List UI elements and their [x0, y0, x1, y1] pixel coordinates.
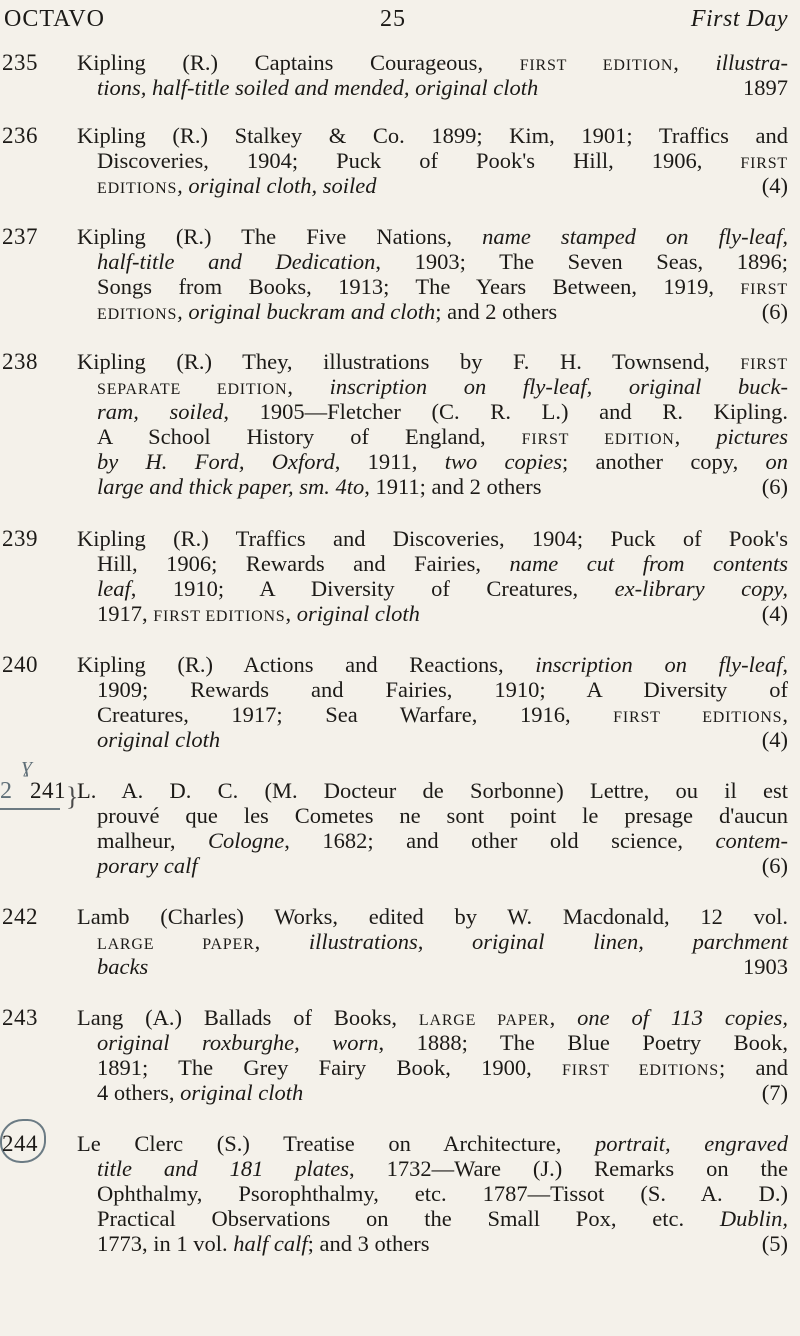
lot-quantity: (4)	[761, 727, 788, 752]
lot-quantity: (6)	[761, 474, 788, 499]
pencil-note: 2	[0, 778, 12, 804]
lot-number: 239	[2, 526, 38, 551]
lot-number: 238	[2, 349, 38, 374]
lot-quantity: (6)	[761, 853, 788, 878]
lot-description: Kipling (R.) Traffics and Discoveries, 1904; Puck of Pook's Hill, 1906; Rewards and Fairies, name cut from contents leaf, 1910; A Diversity of Creatures, ex-library copy, 1917, FIRST EDITIONS, original cloth (4)	[77, 526, 788, 626]
lot-number: 244	[2, 1131, 38, 1156]
lot-number: 237	[2, 224, 38, 249]
lot-quantity: (7)	[761, 1080, 788, 1105]
lot-description: Le Clerc (S.) Treatise on Architecture, portrait, engraved title and 181 plates, 1732—Ware (J.) Remarks on the Ophthalmy, Psorophthalmy, etc. 1787—Tissot (S. A. D.) Practical Observations on the Small Pox, etc. Dublin, 1773, in 1 vol. half calf; and 3 others (5)	[77, 1131, 788, 1256]
pencil-check-mark: ɣ	[22, 752, 33, 777]
lot-number: 240	[2, 652, 38, 677]
sale-day-heading: First Day	[690, 6, 788, 32]
running-head	[0, 6, 800, 40]
lot-description: L. A. D. C. (M. Docteur de Sorbonne) Lettre, ou il est prouvé que les Cometes ne sont point le presage d'aucun malheur, Cologne, 1682; and other old science, contem- porary calf (6)	[77, 778, 788, 878]
lot-date: 1897	[743, 75, 788, 100]
lot-quantity: (4)	[761, 173, 788, 198]
lot-number: 236	[2, 123, 38, 148]
lot-date: 1903	[743, 954, 788, 979]
pencil-underline	[0, 808, 60, 810]
lot-quantity: (6)	[761, 299, 788, 324]
lot-description: Kipling (R.) They, illustrations by F. H. Townsend, FIRST SEPARATE EDITION, inscription on fly-leaf, original buck- ram, soiled, 1905—Fletcher (C. R. L.) and R. Kipling. A School History of England, FIRST EDITION, pictures by H. Ford, Oxford, 1911, two copies; another copy, on large and thick paper, sm. 4to, 1911; and 2 others (6)	[77, 349, 789, 499]
lot-number: 235	[2, 50, 38, 75]
page-number: 25	[380, 6, 406, 32]
lot-description: Kipling (R.) The Five Nations, name stamped on fly-leaf, half-title and Dedication, 1903; The Seven Seas, 1896; Songs from Books, 1913; The Years Between, 1919, FIRST EDITIONS, original buckram and cloth; and 2 others (6)	[77, 224, 788, 324]
lot-number: 243	[2, 1005, 38, 1030]
format-heading: OCTAVO	[4, 6, 105, 32]
lot-description: Lang (A.) Ballads of Books, LARGE PAPER, one of 113 copies, original roxburghe, worn, 1888; The Blue Poetry Book, 1891; The Grey Fairy Book, 1900, FIRST EDITIONS; and 4 others, original cloth (7)	[77, 1005, 788, 1105]
lot-description: Kipling (R.) Actions and Reactions, inscription on fly-leaf, 1909; Rewards and Fairies, 1910; A Diversity of Creatures, 1917; Sea Warfare, 1916, FIRST EDITIONS, original cloth (4)	[77, 652, 788, 752]
lot-number: 242	[2, 904, 38, 929]
lot-quantity: (5)	[761, 1231, 788, 1256]
lot-description: Lamb (Charles) Works, edited by W. Macdonald, 12 vol. LARGE PAPER, illustrations, original linen, parchment backs 1903	[77, 904, 789, 979]
lot-number: 241	[30, 778, 66, 803]
lot-quantity: (4)	[761, 601, 788, 626]
lot-description: Kipling (R.) Captains Courageous, FIRST EDITION, illustra- tions, half-title soiled and mended, original cloth 1897	[77, 50, 788, 100]
bracket-mark: }	[66, 782, 79, 811]
lot-description: Kipling (R.) Stalkey & Co. 1899; Kim, 1901; Traffics and Discoveries, 1904; Puck of Pook's Hill, 1906, FIRST EDITIONS, original cloth, soiled (4)	[77, 123, 788, 198]
